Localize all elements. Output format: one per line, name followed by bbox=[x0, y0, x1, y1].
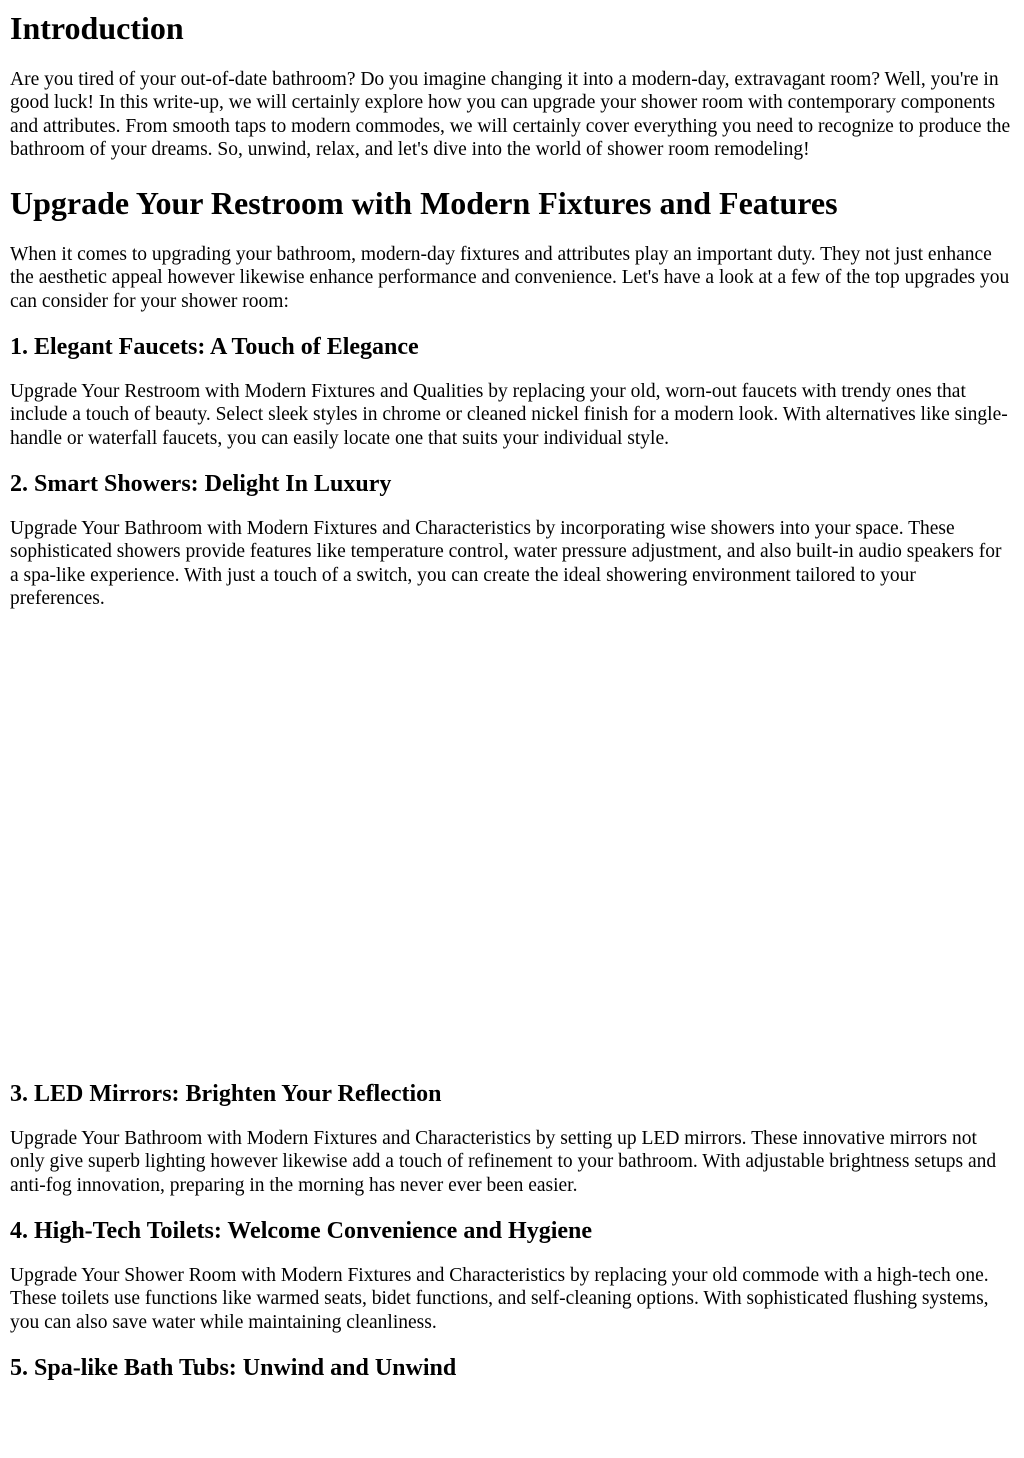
main-heading: Upgrade Your Restroom with Modern Fixtures and Features bbox=[10, 185, 838, 222]
section-paragraph-mirrors: Upgrade Your Bathroom with Modern Fixtures and Characteristics by setting up LED mirrors. These innovative mirrors not only give superb lighting however likewise add a touch of refinement to your bathroom. With adjustable brightness setups and anti-fog innovation, preparing in the morning has never ever been easier. bbox=[10, 1128, 997, 1196]
article bbox=[0, 10, 1024, 1382]
blank-embed-area bbox=[10, 610, 1014, 1060]
section-paragraph-faucets: Upgrade Your Restroom with Modern Fixtures and Qualities by replacing your old, worn-out faucets with trendy ones that include a touch of beauty. Select sleek styles in chrome or cleaned nickel finish for a modern look. With alternatives like single-handle or waterfall faucets, you can easily locate one that suits your individual style. bbox=[10, 381, 1008, 449]
section-heading-faucets: 1. Elegant Faucets: A Touch of Elegance bbox=[10, 334, 419, 361]
section-heading-showers: 2. Smart Showers: Delight In Luxury bbox=[10, 470, 392, 497]
section-paragraph-showers: Upgrade Your Bathroom with Modern Fixtures and Characteristics by incorporating wise showers into your space. These sophisticated showers provide features like temperature control, water pressure adjustment, and also built-in audio speakers for a spa-like experience. With just a touch of a switch, you can create the ideal showering environment tailored to your preferences. bbox=[10, 517, 1002, 609]
section-paragraph-toilets: Upgrade Your Shower Room with Modern Fixtures and Characteristics by replacing your old commode with a high-tech one. These toilets use functions like warmed seats, bidet functions, and self-cleaning options. With sophisticated flushing systems, you can also save water while maintaining cleanliness. bbox=[10, 1265, 989, 1333]
section-heading-bathtubs: 5. Spa-like Bath Tubs: Unwind and Unwind bbox=[10, 1354, 457, 1381]
section-heading-mirrors: 3. LED Mirrors: Brighten Your Reflection bbox=[10, 1081, 442, 1108]
section-heading-toilets: 4. High-Tech Toilets: Welcome Convenience and Hygiene bbox=[10, 1218, 593, 1245]
intro-heading: Introduction bbox=[10, 10, 184, 46]
main-paragraph: When it comes to upgrading your bathroom, modern-day fixtures and attributes play an important duty. They not just enhance the aesthetic appeal however likewise enhance performance and convenience. Let's have a look at a few of the top upgrades you can consider for your shower room: bbox=[10, 244, 1010, 312]
intro-paragraph: Are you tired of your out-of-date bathroom? Do you imagine changing it into a modern-day, extravagant room? Well, you're in good luck! In this write-up, we will certainly explore how you can upgrade your shower room with contemporary components and attributes. From smooth taps to modern commodes, we will certainly cover everything you need to recognize to produce the bathroom of your dreams. So, unwind, relax, and let's dive into the world of shower room remodeling! bbox=[10, 69, 1011, 160]
